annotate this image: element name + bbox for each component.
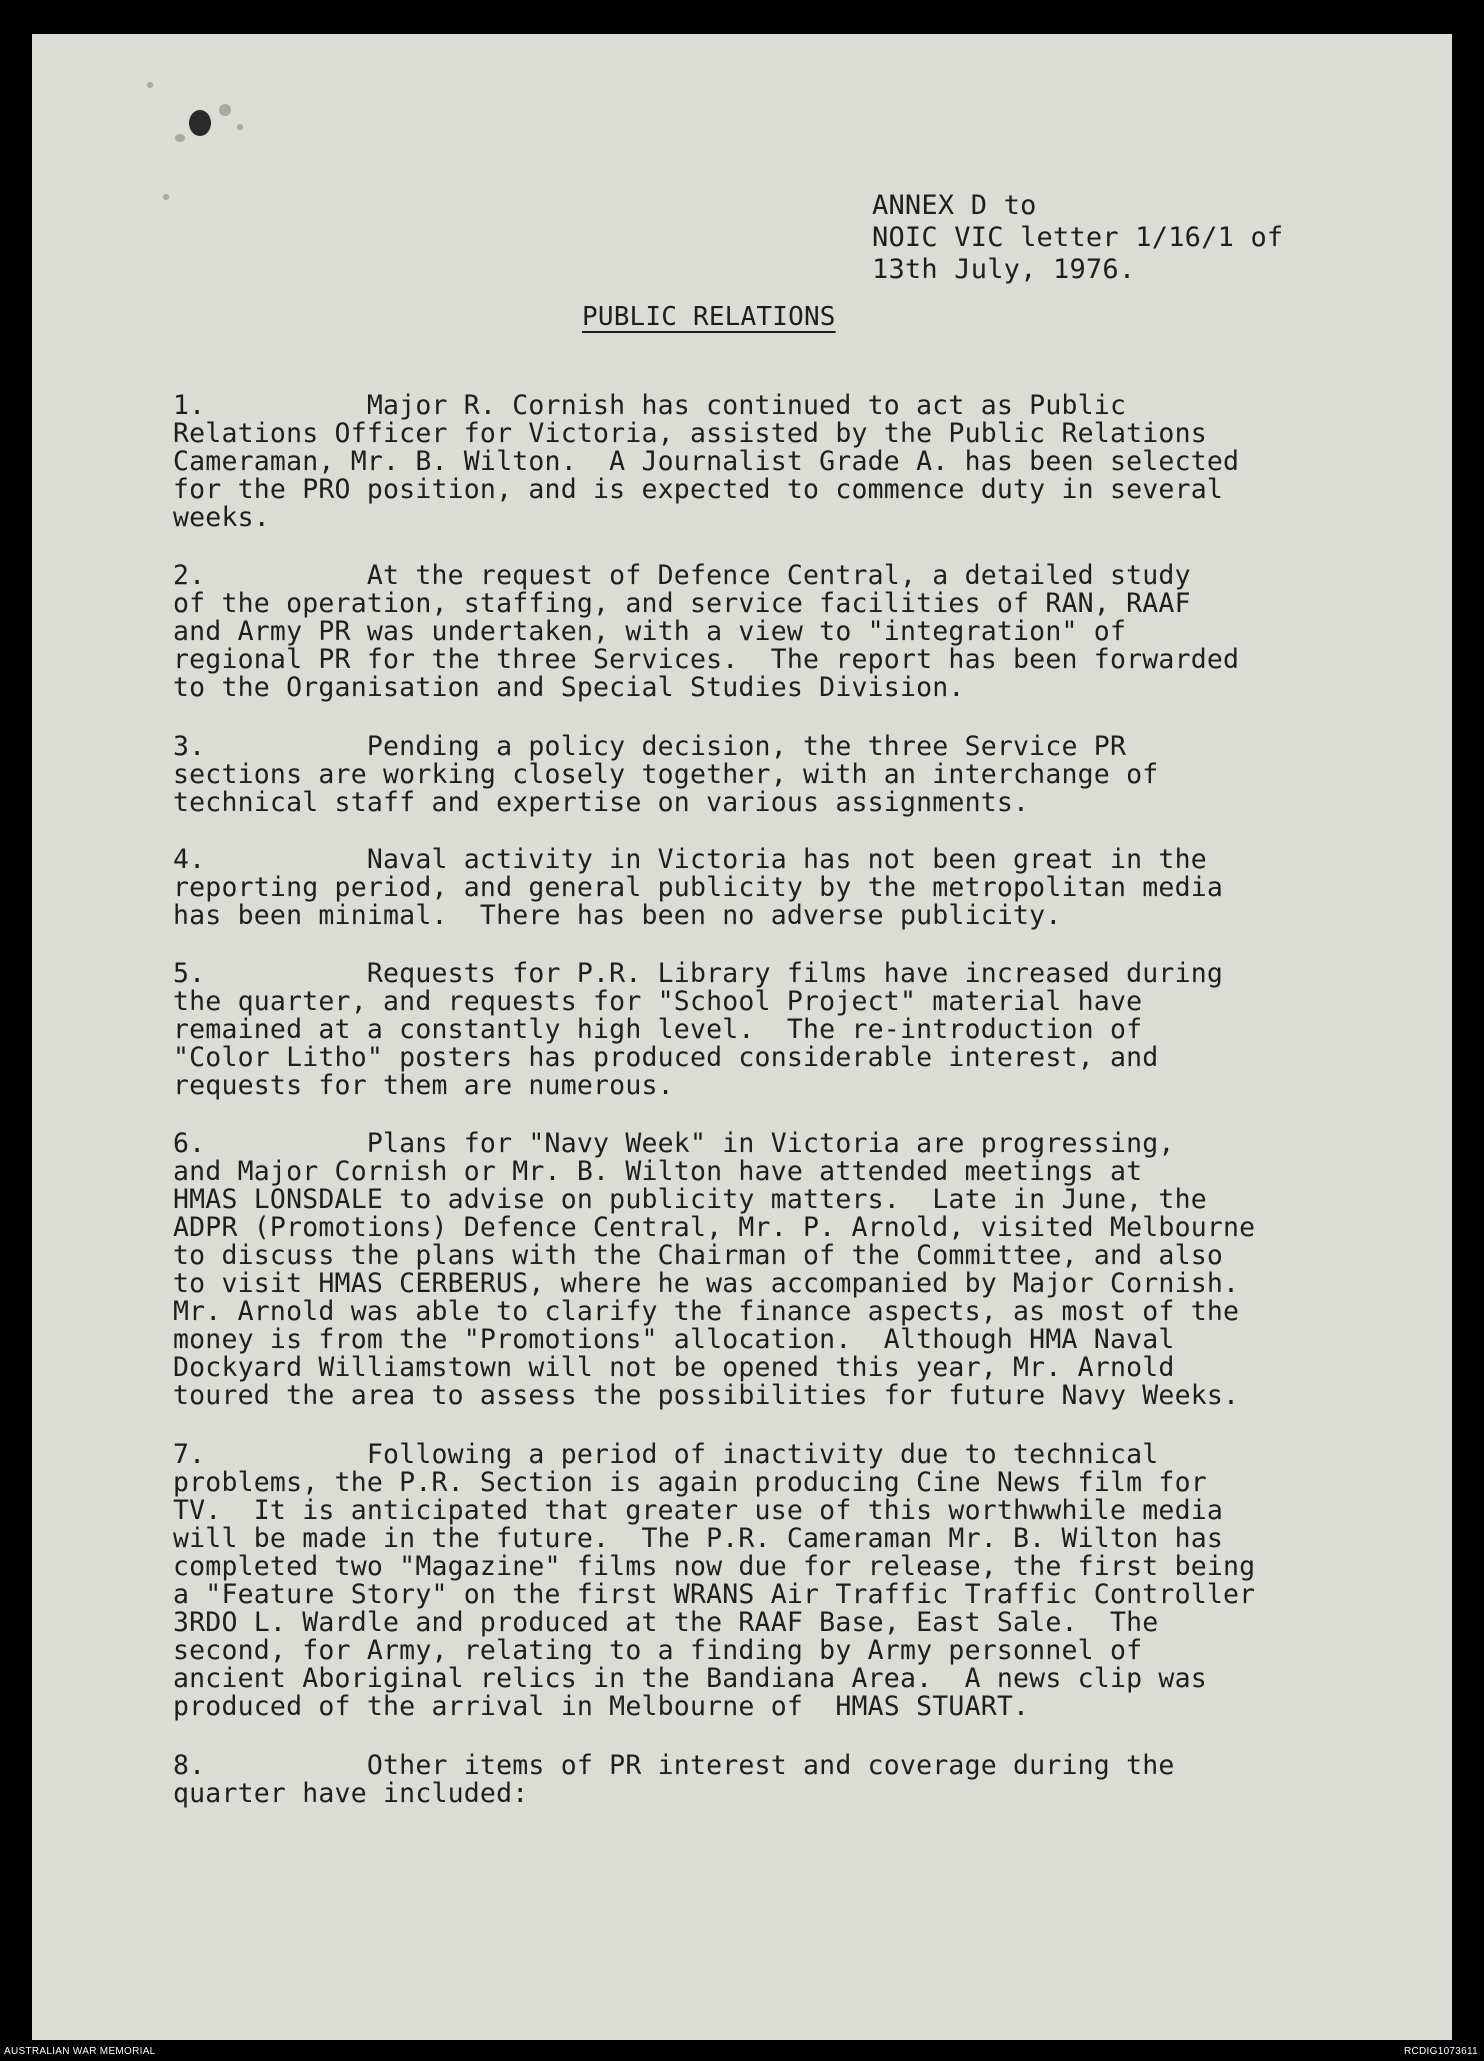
paragraph-2: 2. At the request of Defence Central, a detailed study of the operation, staffing, and service facilities of RAN, RAAF and Army PR was undertaken, with a view to "integration" of regional PR for the three Services. The report has been forwarded to the Organisation and Special Studies Division.	[173, 560, 1240, 703]
annex-line-2: NOIC VIC letter 1/16/1 of	[872, 222, 1284, 253]
footer-record-id: RCDIG1073611	[1403, 2046, 1478, 2057]
punch-hole	[219, 104, 231, 116]
punch-hole	[163, 194, 169, 200]
annex-line-1: ANNEX D to	[872, 190, 1037, 221]
punch-hole-damage	[127, 74, 267, 214]
punch-hole	[189, 110, 211, 136]
paragraph-5: 5. Requests for P.R. Library films have increased during the quarter, and requests for "School Project" material have remained at a constantly high level. The re-introduction of "Color Litho" posters has produced considerable interest, and requests for them are numerous.	[173, 958, 1224, 1101]
paragraph-8: 8. Other items of PR interest and coverage during the quarter have included:	[173, 1750, 1175, 1809]
paragraph-4: 4. Naval activity in Victoria has not been great in the reporting period, and general publicity by the metropolitan media has been minimal. There has been no adverse publicity.	[173, 844, 1224, 931]
paragraph-3: 3. Pending a policy decision, the three Service PR sections are working closely together, with an interchange of technical staff and expertise on various assignments.	[173, 731, 1159, 818]
paragraph-7: 7. Following a period of inactivity due to technical problems, the P.R. Section is again producing Cine News film for TV. It is anticipated that greater use of this worthwwhile media will be made in the future. The P.R. Cameraman Mr. B. Wilton has completed two "Magazine" films now due for release, the first being a "Feature Story" on the first WRANS Air Traffic Traffic Controller 3RDO L. Wardle and produced at the RAAF Base, East Sale. The second, for Army, relating to a finding by Army personnel of ancient Aboriginal relics in the Bandiana Area. A news clip was produced of the arrival in Melbourne of HMAS STUART.	[173, 1439, 1256, 1722]
paragraph-1: 1. Major R. Cornish has continued to act as Public Relations Officer for Victoria, assisted by the Public Relations Cameraman, Mr. B. Wilton. A Journalist Grade A. has been selected for the PRO position, and is expected to commence duty in several weeks.	[173, 390, 1240, 533]
document-title: PUBLIC RELATIONS	[582, 302, 836, 332]
annex-reference	[872, 190, 1283, 286]
footer-credit: AUSTRALIAN WAR MEMORIAL	[4, 2046, 156, 2057]
punch-hole	[237, 124, 243, 130]
punch-hole	[175, 134, 185, 142]
paragraph-6: 6. Plans for "Navy Week" in Victoria are progressing, and Major Cornish or Mr. B. Wilton have attended meetings at HMAS LONSDALE to advise on publicity matters. Late in June, the ADPR (Promotions) Defence Central, Mr. P. Arnold, visited Melbourne to discuss the plans with the Chairman of the Committee, and also to visit HMAS CERBERUS, where he was accompanied by Major Cornish. Mr. Arnold was able to clarify the finance aspects, as most of the money is from the "Promotions" allocation. Although HMA Naval Dockyard Williamstown will not be opened this year, Mr. Arnold toured the area to assess the possibilities for future Navy Weeks.	[173, 1128, 1256, 1411]
annex-line-3: 13th July, 1976.	[872, 254, 1136, 285]
punch-hole	[147, 82, 153, 88]
